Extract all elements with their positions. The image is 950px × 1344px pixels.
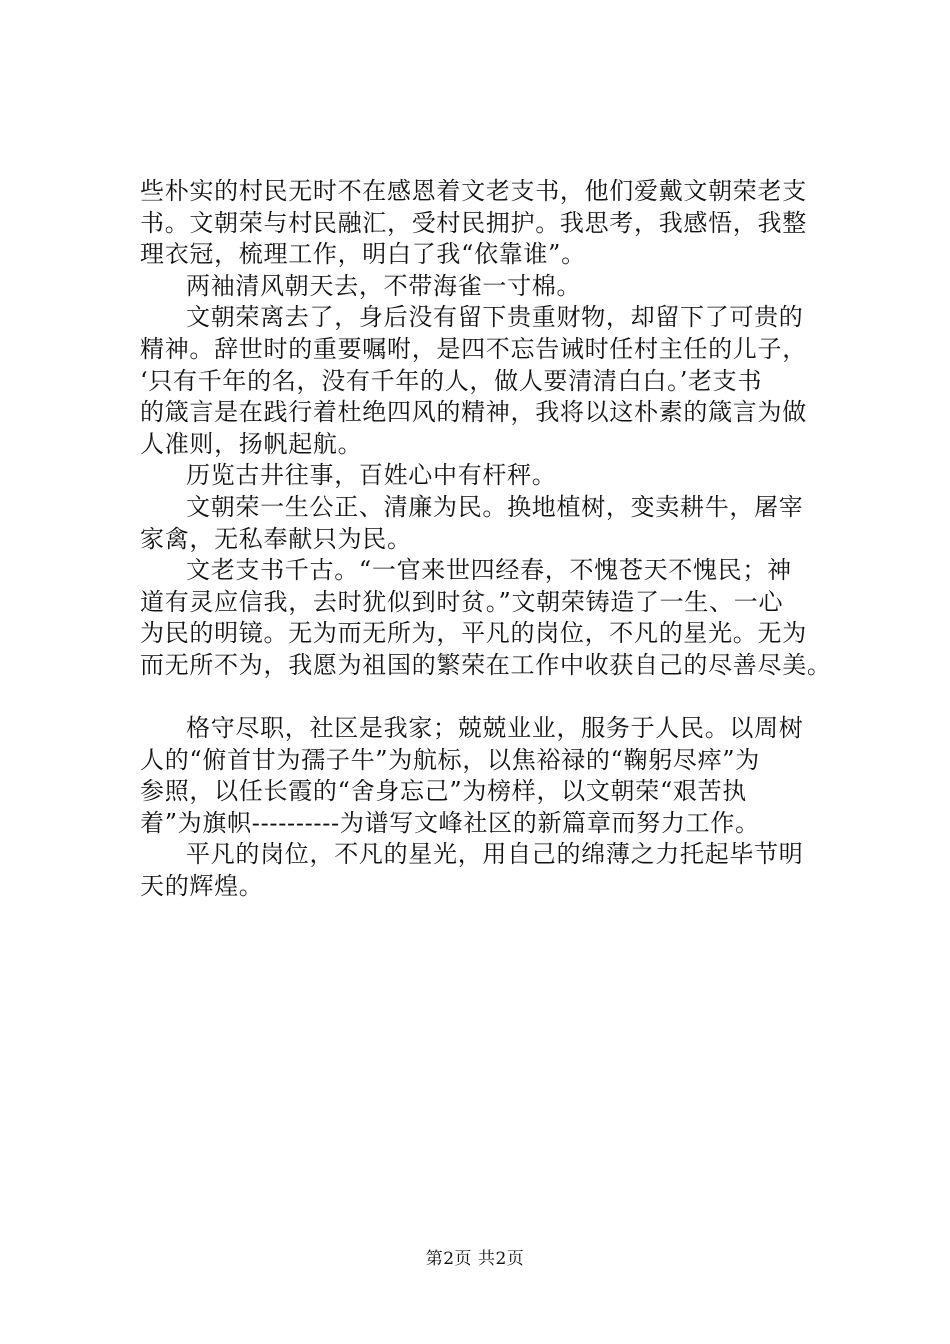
- text-line: 人的“俯首甘为孺子牛”为航标，以焦裕禄的“鞠躬尽瘁”为: [140, 745, 760, 774]
- text-line: ‘只有千年的名，没有千年的人，做人要清清白白。’老支书: [140, 366, 763, 395]
- page-footer: 第2页 共2页: [425, 1249, 525, 1269]
- text-line: 文朝荣离去了，身后没有留下贵重财物，却留下了可贵的: [186, 303, 804, 332]
- document-body: [140, 176, 860, 903]
- text-line: 书。文朝荣与村民融汇，受村民拥护。我思考，我感悟，我整: [140, 208, 807, 237]
- text-line: 家禽，无私奉献只为民。: [140, 524, 412, 553]
- text-line: 些朴实的村民无时不在感恩着文老支书，他们爱戴文朝荣老支: [140, 177, 807, 205]
- text-line: 道有灵应信我，去时犹似到时贫。”文朝荣铸造了一生、一心: [140, 587, 784, 616]
- text-line: 格守尽职，社区是我家；兢兢业业，服务于人民。以周树: [186, 714, 804, 743]
- text-line: 文老支书千古。“一官来世四经春，不愧苍天不愧民；神: [186, 556, 792, 585]
- text-line: 天的辉煌。: [140, 872, 264, 901]
- paragraph-gap: [140, 682, 860, 714]
- text-line: 文朝荣一生公正、清廉为民。换地植树，变卖耕牛，屠宰: [186, 492, 804, 521]
- text-line: 人准则，扬帆起航。: [140, 429, 363, 458]
- text-line: 着”为旗帜----------为谱写文峰社区的新篇章而努力工作。: [140, 808, 760, 837]
- text-line: 平凡的岗位，不凡的星光，用自己的绵薄之力托起毕节明: [186, 840, 804, 869]
- text-line: 精神。辞世时的重要嘱咐，是四不忘告诫时任村主任的儿子，: [140, 334, 807, 363]
- text-line: 理衣冠，梳理工作，明白了我“依靠谁”。: [140, 240, 586, 269]
- text-line: 而无所不为，我愿为祖国的繁荣在工作中收获自己的尽善尽美。: [140, 650, 832, 679]
- text-line: 参照，以任长霞的“舍身忘己”为榜样，以文朝荣“艰苦执: [140, 777, 748, 806]
- text-line: 的箴言是在践行着杜绝四风的精神，我将以这朴素的箴言为做: [140, 398, 807, 427]
- text-line: 历览古井往事，百姓心中有杆秤。: [186, 461, 557, 490]
- text-line: 为民的明镜。无为而无所为，平凡的岗位，不凡的星光。无为: [140, 619, 807, 648]
- text-line: 两袖清风朝天去，不带海雀一寸棉。: [186, 271, 582, 300]
